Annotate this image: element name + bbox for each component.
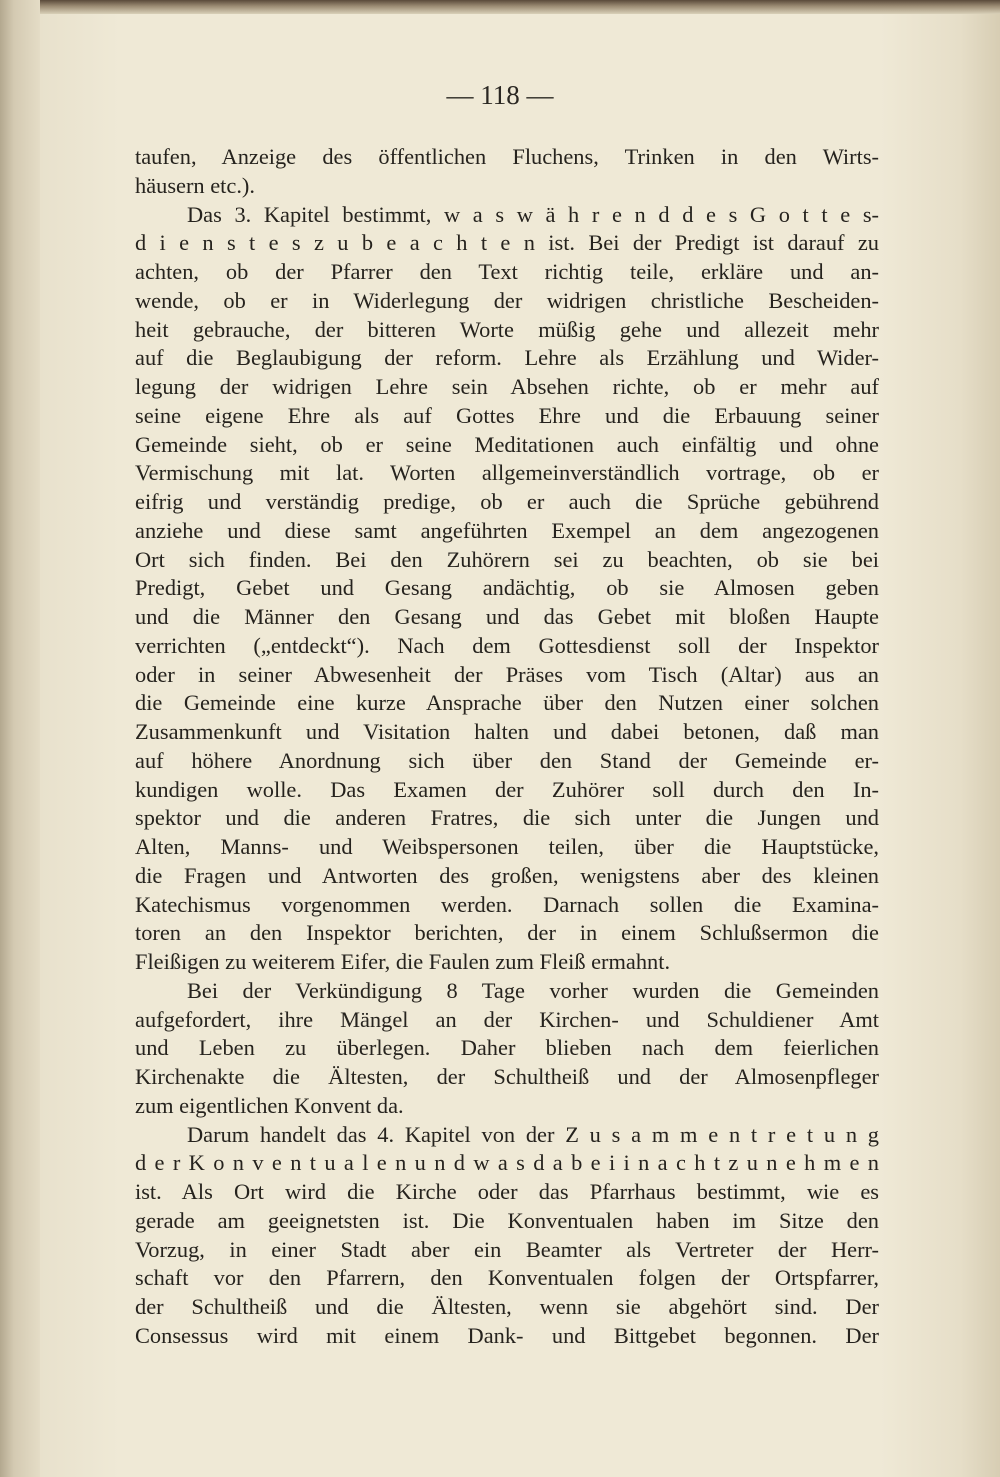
text-line: und Leben zu überlegen. Daher blieben nach dem feierlichen [135,1035,879,1061]
text-line: die Fragen und Antworten des großen, wenigstens aber des kleinen [135,862,879,888]
text-line: verrichten („entdeckt“). Nach dem Gottesdienst soll der Inspektor [135,632,879,658]
text-line: d e r K o n v e n t u a l e n u n d w a s d a b e i i n a c h t z u n e h m e n [135,1150,879,1176]
body-text [135,143,879,1351]
text-line: Das 3. Kapitel bestimmt, w a s w ä h r e n d d e s G o t t e s- [187,201,879,227]
text-line: der Schultheiß und die Ältesten, wenn sie abgehört sind. Der [135,1294,879,1319]
text-line: häusern etc.). [135,172,255,198]
text-line: auf die Beglaubigung der reform. Lehre als Erzählung und Wider- [135,345,879,371]
page-gutter [0,0,40,1477]
text-line: Vermischung mit lat. Worten allgemeinverständlich vortrage, ob er [135,460,879,486]
text-line: gerade am geeignetsten ist. Die Konventualen haben im Sitze den [135,1207,879,1233]
text-line: achten, ob der Pfarrer den Text richtig teile, erkläre und an- [135,259,879,284]
text-line: seine eigene Ehre als auf Gottes Ehre und die Erbauung seiner [135,402,879,428]
text-line: Fleißigen zu weiterem Eifer, die Faulen zum Fleiß ermahnt. [135,949,671,974]
text-line: Gemeinde sieht, ob er seine Meditationen auch einfältig und ohne [135,431,879,457]
text-line: Bei der Verkündigung 8 Tage vorher wurden die Gemeinden [187,977,879,1003]
text-line: legung der widrigen Lehre sein Absehen richte, ob er mehr auf [135,374,879,399]
page-number: — 118 — [446,80,554,110]
text-line: Alten, Manns- und Weibspersonen teilen, über die Hauptstücke, [135,834,879,859]
text-line: ist. Als Ort wird die Kirche oder das Pfarrhaus bestimmt, wie es [135,1179,879,1204]
page-top-edge [0,0,1000,14]
text-line: Kirchenakte die Ältesten, der Schultheiß und der Almosenpfleger [135,1064,879,1089]
text-line: auf höhere Anordnung sich über den Stand der Gemeinde er- [135,747,879,773]
text-line: Consessus wird mit einem Dank- und Bittgebet begonnen. Der [135,1322,879,1348]
text-line: toren an den Inspektor berichten, der in einem Schlußsermon die [135,920,879,946]
text-line: Predigt, Gebet und Gesang andächtig, ob sie Almosen geben [135,575,879,601]
text-line: Zusammenkunft und Visitation halten und dabei betonen, daß man [135,719,879,744]
text-line: kundigen wolle. Das Examen der Zuhörer soll durch den In- [135,776,879,802]
text-line: spektor und die anderen Fratres, die sich unter die Jungen und [135,805,879,831]
text-line: zum eigentlichen Konvent da. [135,1092,404,1118]
text-line: wende, ob er in Widerlegung der widrigen christliche Bescheiden- [135,287,879,313]
text-line: heit gebrauche, der bitteren Worte müßig gehe und allezeit mehr [135,316,879,342]
text-line: d i e n s t e s z u b e a c h t e n ist. Bei der Predigt ist darauf zu [135,230,879,256]
text-line: taufen, Anzeige des öffentlichen Fluchens, Trinken in den Wirts- [135,144,879,169]
text-line: eifrig und verständig predige, ob er auch die Sprüche gebührend [135,489,879,514]
text-line: anziehe und diese samt angeführten Exempel an dem angezogenen [135,517,879,543]
text-line: schaft vor den Pfarrern, den Konventualen folgen der Ortspfarrer, [135,1265,879,1291]
text-line: Vorzug, in einer Stadt aber ein Beamter als Vertreter der Herr- [135,1236,879,1262]
text-line: aufgefordert, ihre Mängel an der Kirchen- und Schuldiener Amt [135,1006,879,1032]
text-line: oder in seiner Abwesenheit der Präses vom Tisch (Altar) aus an [135,661,879,687]
text-line: Katechismus vorgenommen werden. Darnach sollen die Examina- [135,891,879,917]
text-line: und die Männer den Gesang und das Gebet mit bloßen Haupte [135,604,879,629]
text-line: Ort sich finden. Bei den Zuhörern sei zu beachten, ob sie bei [135,546,879,572]
text-line: die Gemeinde eine kurze Ansprache über den Nutzen einer solchen [135,690,879,716]
text-line: Darum handelt das 4. Kapitel von der Z u s a m m e n t r e t u n g [187,1121,879,1147]
